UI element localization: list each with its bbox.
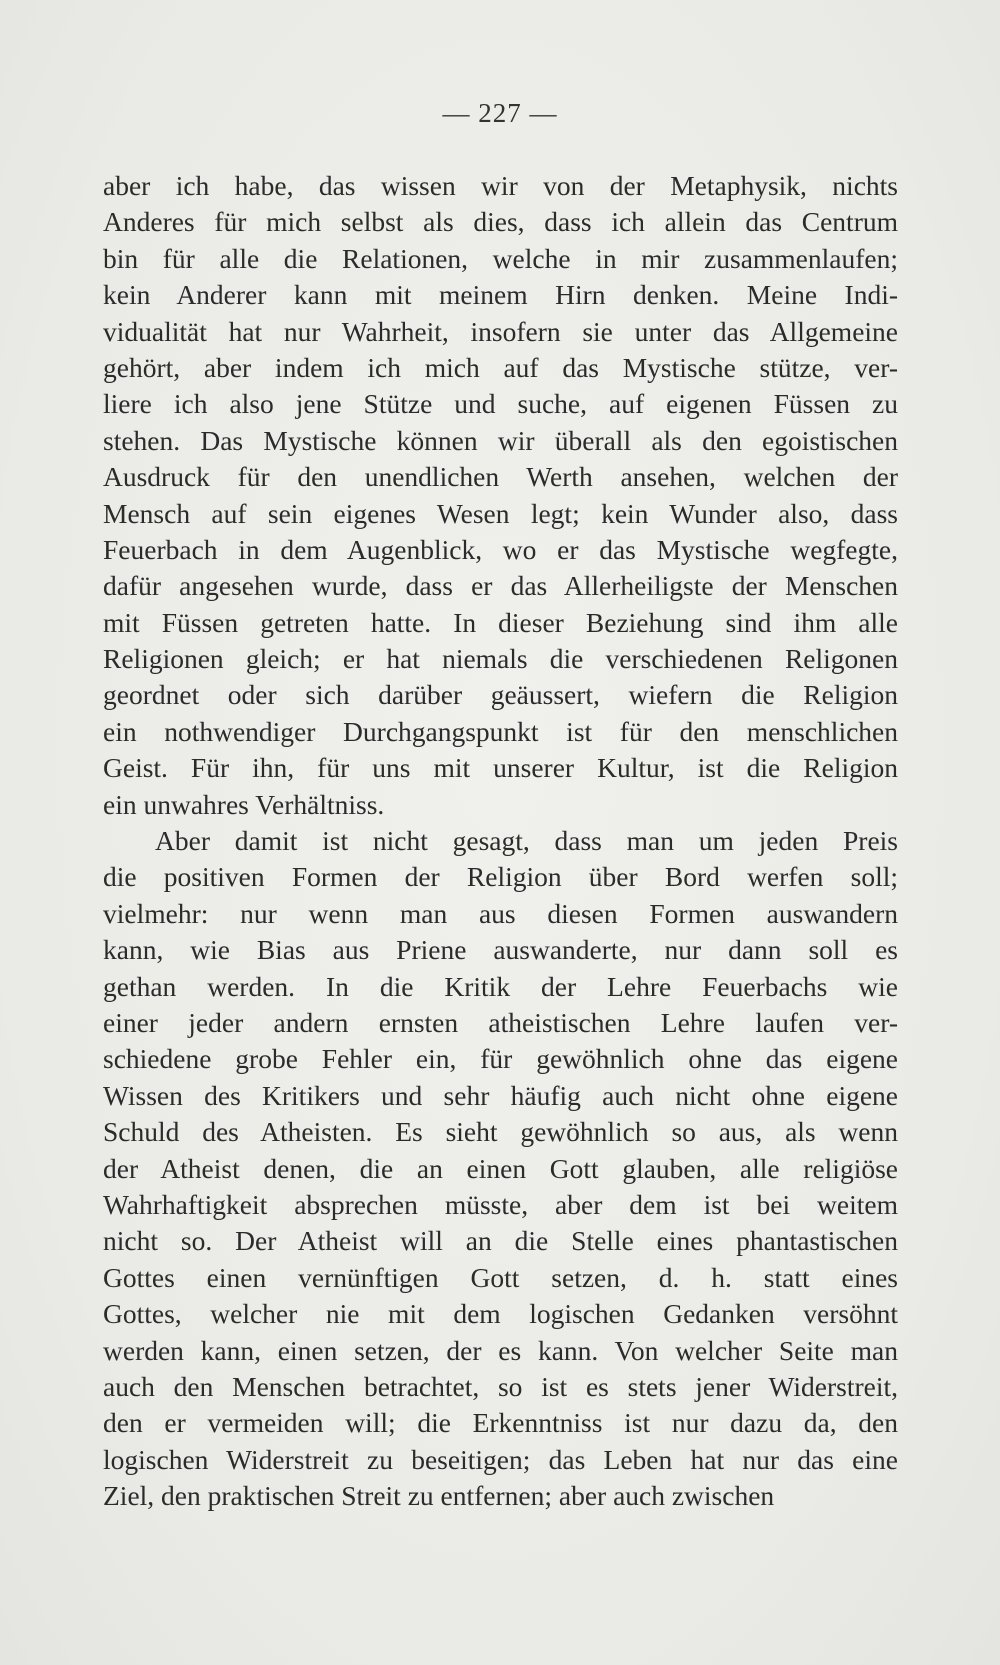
text-line: vielmehr: nur wenn man aus diesen Formen auswandern [103, 897, 898, 929]
text-line: dafür angesehen wurde, dass er das Allerheiligste der Menschen [103, 570, 898, 602]
text-line: Anderes für mich selbst als dies, dass ich allein das Centrum [103, 206, 898, 238]
text-line: kein Anderer kann mit meinem Hirn denken. Meine Indi- [103, 279, 898, 311]
text-line: auch den Menschen betrachtet, so ist es stets jener Widerstreit, [103, 1370, 898, 1402]
text-line: werden kann, einen setzen, der es kann. Von welcher Seite man [103, 1334, 898, 1366]
text-line: Wahrhaftigkeit absprechen müsste, aber dem ist bei weitem [103, 1188, 898, 1220]
text-line: gethan werden. In die Kritik der Lehre Feuerbachs wie [103, 970, 898, 1002]
text-line: schiedene grobe Fehler ein, für gewöhnlich ohne das eigene [103, 1043, 898, 1075]
body-text [103, 168, 898, 1514]
text-line: gehört, aber indem ich mich auf das Mystische stütze, ver- [103, 351, 898, 383]
text-line: Feuerbach in dem Augenblick, wo er das Mystische wegfegte, [103, 533, 898, 565]
text-line: kann, wie Bias aus Priene auswanderte, nur dann soll es [103, 934, 898, 966]
text-line: Mensch auf sein eigenes Wesen legt; kein Wunder also, dass [103, 497, 898, 529]
text-line: ein nothwendiger Durchgangspunkt ist für den menschlichen [103, 715, 898, 747]
text-line: nicht so. Der Atheist will an die Stelle eines phantastischen [103, 1225, 898, 1257]
text-line: Religionen gleich; er hat niemals die verschiedenen Religonen [103, 643, 898, 675]
text-line: der Atheist denen, die an einen Gott glauben, alle religiöse [103, 1152, 898, 1184]
text-line: Ziel, den praktischen Streit zu entfernen; aber auch zwischen [103, 1480, 775, 1512]
text-line: Geist. Für ihn, für uns mit unserer Kultur, ist die Religion [103, 752, 898, 784]
page-number: — 227 — [442, 98, 558, 128]
text-line: mit Füssen getreten hatte. In dieser Beziehung sind ihm alle [103, 606, 898, 638]
paragraph [103, 823, 898, 1514]
text-line: Aber damit ist nicht gesagt, dass man um jeden Preis [155, 825, 898, 857]
text-line: ein unwahres Verhältniss. [103, 788, 385, 820]
text-line: bin für alle die Relationen, welche in mir zusammenlaufen; [103, 242, 898, 274]
text-line: die positiven Formen der Religion über Bord werfen soll; [103, 861, 898, 893]
text-line: Gottes einen vernünftigen Gott setzen, d. h. statt eines [103, 1261, 898, 1293]
text-line: logischen Widerstreit zu beseitigen; das Leben hat nur das eine [103, 1443, 898, 1475]
text-line: einer jeder andern ernsten atheistischen Lehre laufen ver- [103, 1006, 898, 1038]
text-line: Schuld des Atheisten. Es sieht gewöhnlich so aus, als wenn [103, 1116, 898, 1148]
text-line: Gottes, welcher nie mit dem logischen Gedanken versöhnt [103, 1298, 898, 1330]
text-line: Wissen des Kritikers und sehr häufig auch nicht ohne eigene [103, 1079, 898, 1111]
text-line: geordnet oder sich darüber geäussert, wiefern die Religion [103, 679, 898, 711]
text-line: liere ich also jene Stütze und suche, auf eigenen Füssen zu [103, 388, 898, 420]
text-line: stehen. Das Mystische können wir überall als den egoistischen [103, 424, 898, 456]
text-line: den er vermeiden will; die Erkenntniss ist nur dazu da, den [103, 1407, 898, 1439]
paragraph [103, 168, 898, 823]
text-line: aber ich habe, das wissen wir von der Metaphysik, nichts [103, 170, 898, 201]
text-line: Ausdruck für den unendlichen Werth ansehen, welchen der [103, 461, 898, 493]
text-line: vidualität hat nur Wahrheit, insofern sie unter das Allgemeine [103, 315, 898, 347]
